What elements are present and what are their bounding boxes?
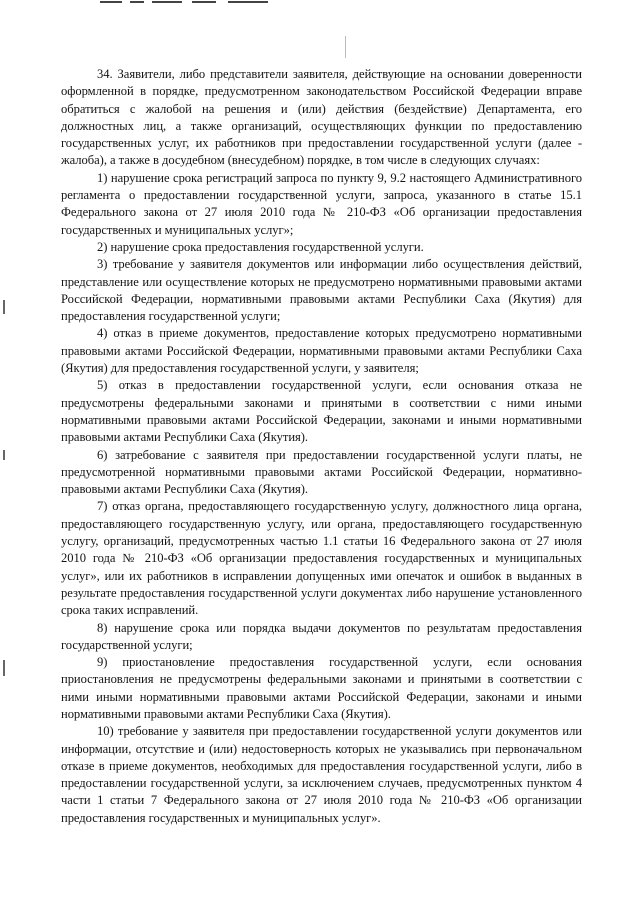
list-item-10: 10) требование у заявителя при предоставлении государственной услуги документов или информации, отсутствие и (или) недостоверность которых не указывались при первоначальном отказе в приеме документов, необходимых для предоставления государственной услуги, либо в предоставлении государственной услуги, за исключением случаев, предусмотренных пунктом 4 части 1 статьи 7 Федерального закона от 27 июля 2010 года № 210-ФЗ «Об организации предоставления государственных и муниципальных услуг». xyxy=(61,724,582,825)
list-item-5: 5) отказ в предоставлении государственной услуги, если основания отказа не предусмотрены федеральными законами и принятыми в соответствии с ними иными нормативными правовыми актами Российской Федерации, законами и иными нормативными правовыми актами Республики Саха (Якутия). xyxy=(61,378,582,445)
list-item-2: 2) нарушение срока предоставления государственной услуги. xyxy=(97,239,424,254)
document-body xyxy=(61,66,582,827)
list-item-9: 9) приостановление предоставления государственной услуги, если основания приостановления не предусмотрены федеральными законами и принятыми в соответствии с ними иными нормативными правовыми актами Российской Федерации, законами и иными нормативными правовыми актами Республики Саха (Якутия). xyxy=(61,655,582,721)
list-item-1: 1) нарушение срока регистраций запроса по пункту 9, 9.2 настоящего Административного регламента о предоставлении государственной услуги, запроса, указанного в статье 15.1 Федерального закона от 27 июля 2010 года № 210-ФЗ «Об организации предоставления государственных и муниципальных услуг»; xyxy=(61,170,582,237)
list-item-6: 6) затребование с заявителя при предоставлении государственной услуги платы, не предусмотренной нормативными правовыми актами Российской Федерации, нормативно-правовыми актами Республики Саха (Якутия). xyxy=(61,447,582,497)
paragraph-34: 34. Заявители, либо представители заявителя, действующие на основании доверенности оформленной в порядке, предусмотренном законодательством Российской Федерации вправе обратиться с жалобой на решения и (или) действия (бездействие) Департамента, его должностных лиц, а также организаций, осуществляющих функции по предоставлению государственных услуг, их работников при предоставлении государственной услуги (далее - жалоба), а также в досудебном (внесудебном) порядке, в том числе в следующих случаях: xyxy=(61,67,582,168)
list-item-4: 4) отказ в приеме документов, предоставление которых предусмотрено нормативными правовыми актами Российской Федерации, нормативными правовыми актами Республики Саха (Якутия) для предоставления государственной услуги, у заявителя; xyxy=(61,326,582,376)
scan-artifact-left-edge xyxy=(3,300,7,680)
scan-artifact-top xyxy=(100,0,280,4)
scan-artifact-mark xyxy=(345,36,346,58)
list-item-8: 8) нарушение срока или порядка выдачи документов по результатам предоставления государственной услуги; xyxy=(61,620,582,652)
list-item-7: 7) отказ органа, предоставляющего государственную услугу, должностного лица органа, предоставляющего государственную услугу, или органа, предоставляющего государственную услугу, организаций, предусмотренных частью 1.1 статьи 16 Федерального закона от 27 июля 2010 года № 210-ФЗ «Об организации предоставления государственных и муниципальных услуг», или их работников в исправлении допущенных ими опечаток и ошибок в выданных в результате предоставления государственной услуги документах либо нарушение установленного срока таких исправлений. xyxy=(61,499,582,618)
list-item-3: 3) требование у заявителя документов или информации либо осуществления действий, представление или осуществление которых не предусмотрено нормативными правовыми актами Российской Федерации, нормативными правовыми актами Республики Саха (Якутия) для предоставления государственной услуги; xyxy=(61,257,582,324)
